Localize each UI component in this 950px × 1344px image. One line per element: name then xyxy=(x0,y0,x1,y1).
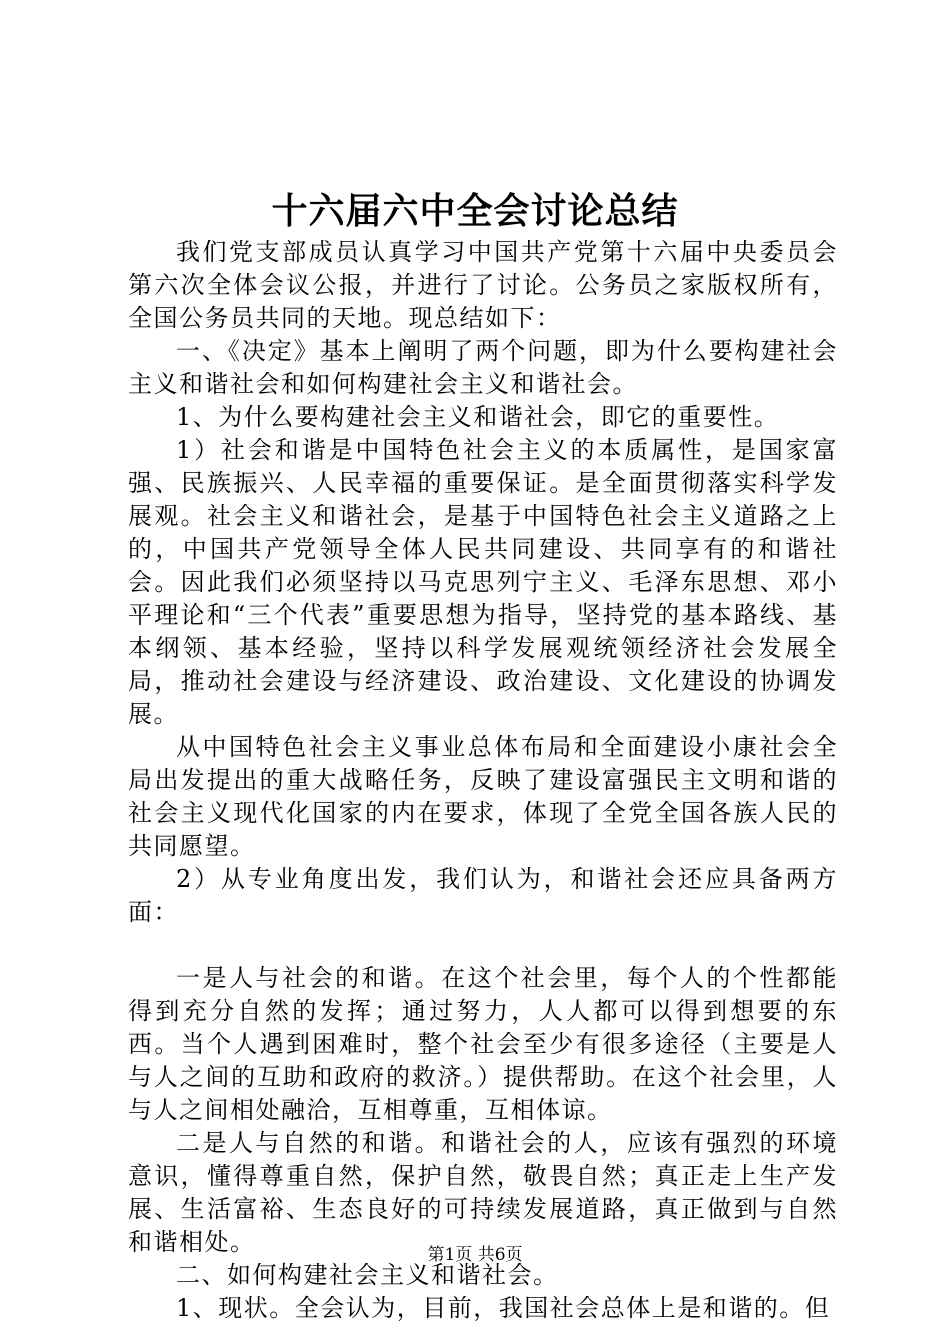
page-footer: 第1页 共6页 xyxy=(427,1245,523,1265)
paragraph-harmony-society: 一是人与社会的和谐。在这个社会里，每个人的个性都能得到充分自然的发挥；通过努力，人人都可以得到想要的东西。当个人遇到困难时，整个社会至少有很多途径（主要是人与人之间的互助和政府的救济。）提供帮助。在这个社会里，人与人之间相处融洽，互相尊重，互相体谅。 xyxy=(128,964,838,1124)
paragraph-section-one: 一、《决定》基本上阐明了两个问题，即为什么要构建社会主义和谐社会和如何构建社会主义和谐社会。 xyxy=(128,337,838,398)
document-body xyxy=(128,236,838,1325)
paragraph-section-two: 二、如何构建社会主义和谐社会。 xyxy=(176,1261,559,1289)
paragraph-strategy: 从中国特色社会主义事业总体布局和全面建设小康社会全局出发提出的重大战略任务，反映了建设富强民主文明和谐的社会主义现代化国家的内在要求，体现了全党全国各族人民的共同愿望。 xyxy=(128,733,838,860)
paragraph-point-one: 1、为什么要构建社会主义和谐社会，即它的重要性。 xyxy=(176,403,780,431)
document-title: 十六届六中全会讨论总结 xyxy=(271,190,679,232)
paragraph-subpoint-one: 1）社会和谐是中国特色社会主义的本质属性，是国家富强、民族振兴、人民幸福的重要保证。是全面贯彻落实科学发展观。社会主义和谐社会，是基于中国特色社会主义道路之上的，中国共产党领导全体人民共同建设、共同享有的和谐社会。因此我们必须坚持以马克思列宁主义、毛泽东思想、邓小平理论和“三个代表”重要思想为指导，坚持党的基本路线、基本纲领、基本经验，坚持以科学发展观统领经济社会发展全局，推动社会建设与经济建设、政治建设、文化建设的协调发展。 xyxy=(128,436,838,728)
paragraph-status: 1、现状。全会认为，目前，我国社会总体上是和谐的。但 xyxy=(176,1294,831,1322)
paragraph-subpoint-two: 2）从专业角度出发，我们认为，和谐社会还应具备两方面： xyxy=(128,865,838,926)
paragraph-harmony-nature: 二是人与自然的和谐。和谐社会的人，应该有强烈的环境意识，懂得尊重自然，保护自然，敬畏自然；真正走上生产发展、生活富裕、生态良好的可持续发展道路，真正做到与自然和谐相处。 xyxy=(128,1129,838,1256)
paragraph-intro: 我们党支部成员认真学习中国共产党第十六届中央委员会第六次全体会议公报，并进行了讨论。公务员之家版权所有，全国公务员共同的天地。现总结如下： xyxy=(128,238,838,332)
